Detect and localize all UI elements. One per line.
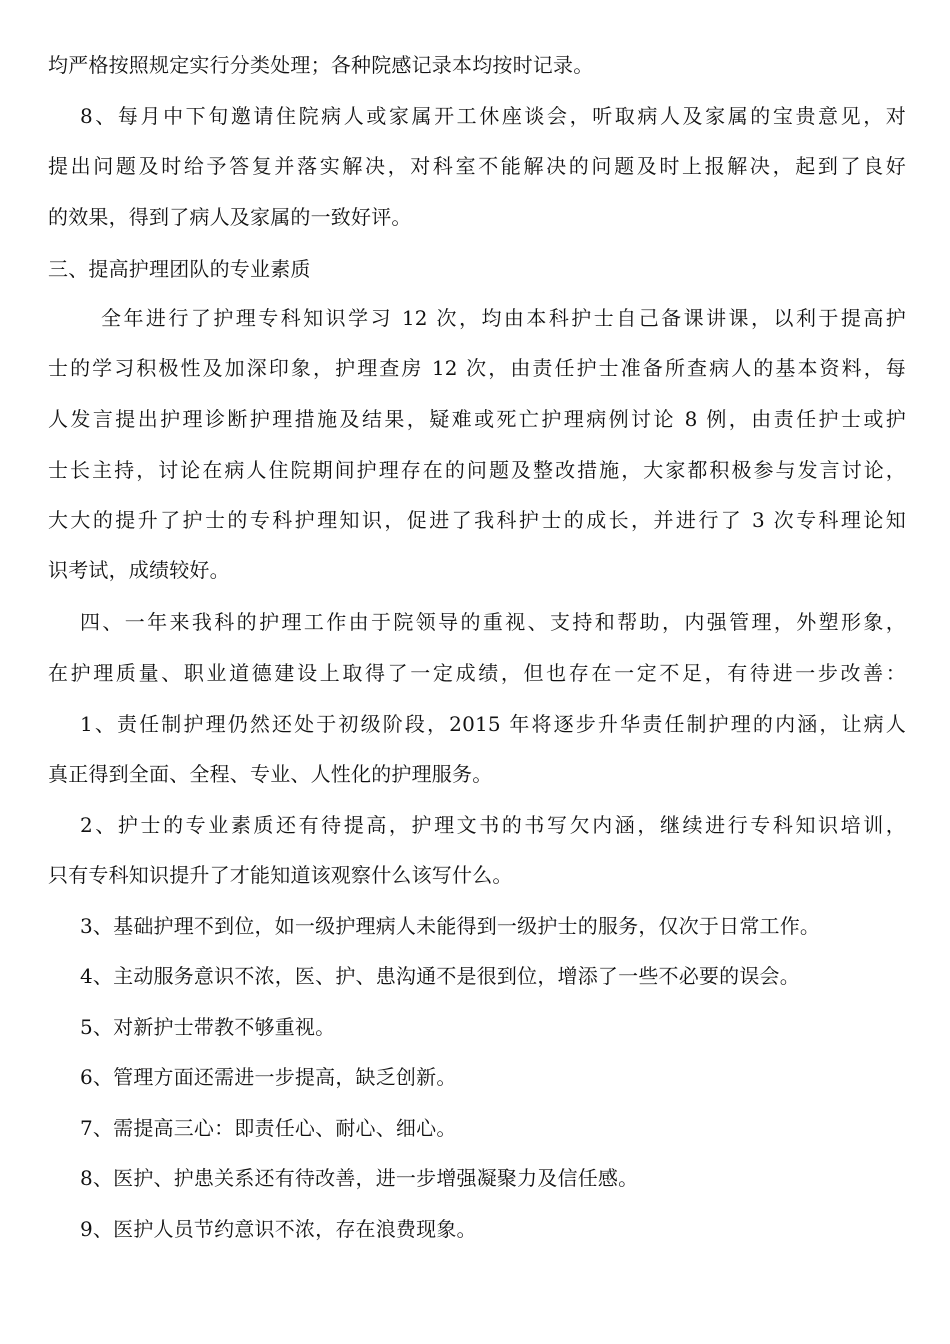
- text-line: 8、每月中下旬邀请住院病人或家属开工休座谈会，听取病人及家属的宝贵意见，对: [80, 104, 906, 128]
- text-line: 在护理质量、职业道德建设上取得了一定成绩，但也存在一定不足，有待进一步改善：: [48, 661, 906, 685]
- text-line: 提出问题及时给予答复并落实解决，对科室不能解决的问题及时上报解决，起到了良好: [48, 154, 906, 178]
- text-line: 1、责任制护理仍然还处于初级阶段，2015 年将逐步升华责任制护理的内涵，让病人: [80, 712, 906, 736]
- text-line: 8、医护、护患关系还有待改善，进一步增强凝聚力及信任感。: [80, 1166, 639, 1190]
- text-line: 士的学习积极性及加深印象，护理查房 12 次，由责任护士准备所查病人的基本资料，每: [48, 356, 906, 380]
- text-line: 全年进行了护理专科知识学习 12 次，均由本科护士自己备课讲课，以利于提高护: [101, 306, 906, 330]
- text-line: 士长主持，讨论在病人住院期间护理存在的问题及整改措施，大家都积极参与发言讨论，: [48, 458, 906, 482]
- text-line: 6、管理方面还需进一步提高，缺乏创新。: [80, 1065, 457, 1089]
- text-line: 5、对新护士带教不够重视。: [80, 1015, 336, 1039]
- text-line: 2、护士的专业素质还有待提高，护理文书的书写欠内涵，继续进行专科知识培训，: [80, 813, 906, 837]
- text-line: 识考试，成绩较好。: [48, 558, 230, 582]
- text-line: 只有专科知识提升了才能知道该观察什么该写什么。: [48, 863, 513, 887]
- text-line: 的效果，得到了病人及家属的一致好评。: [48, 205, 412, 229]
- text-line: 7、需提高三心：即责任心、耐心、细心。: [80, 1116, 457, 1140]
- text-line: 4、主动服务意识不浓，医、护、患沟通不是很到位，增添了一些不必要的误会。: [80, 964, 800, 988]
- text-line: 3、基础护理不到位，如一级护理病人未能得到一级护士的服务，仅次于日常工作。: [80, 914, 821, 938]
- text-line: 均严格按照规定实行分类处理；各种院感记录本均按时记录。: [48, 53, 594, 77]
- text-line: 真正得到全面、全程、专业、人性化的护理服务。: [48, 762, 493, 786]
- text-line: 人发言提出护理诊断护理措施及结果，疑难或死亡护理病例讨论 8 例，由责任护士或护: [48, 407, 906, 431]
- text-line: 9、医护人员节约意识不浓，存在浪费现象。: [80, 1217, 477, 1241]
- text-line: 大大的提升了护士的专科护理知识，促进了我科护士的成长，并进行了 3 次专科理论知: [48, 508, 906, 532]
- section-heading: 三、提高护理团队的专业素质: [48, 257, 311, 281]
- text-line: 四、一年来我科的护理工作由于院领导的重视、支持和帮助，内强管理，外塑形象，: [80, 610, 906, 634]
